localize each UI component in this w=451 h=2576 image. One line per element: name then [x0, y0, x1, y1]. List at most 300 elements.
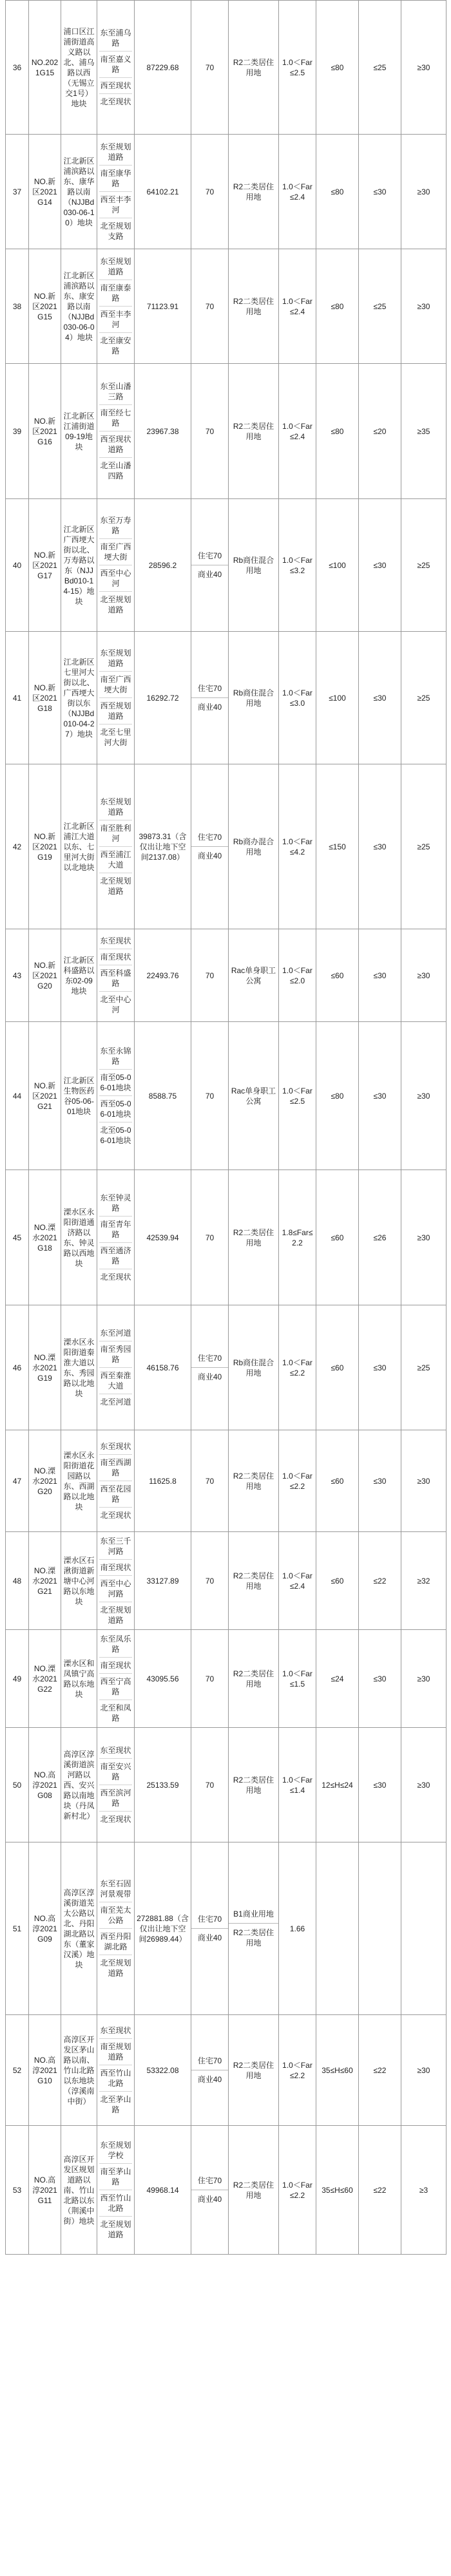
parcel-boundary	[97, 1305, 135, 1430]
land-use: Rac单身职工公寓	[229, 929, 279, 1022]
parcel-location: 江北新区科盛路以东02-09地块	[61, 929, 97, 1022]
use-term: 70	[191, 1430, 229, 1532]
boundary-line: 南至安兴路	[99, 1759, 132, 1785]
plot-ratio: 1.0＜Far≤2.4	[279, 1532, 316, 1630]
boundary-line: 西至现状道路	[99, 431, 132, 458]
parcel-boundary	[97, 929, 135, 1022]
boundary-line: 东至永锦路	[99, 1043, 132, 1070]
parcel-location: 江北新区浦滨路以东、康安路以南（NJJBd030-06-04）地块	[61, 249, 97, 364]
boundary-line: 北至规划道路	[100, 1605, 131, 1625]
use-term-part: 商业40	[191, 1367, 228, 1386]
use-term: 70	[191, 1630, 229, 1728]
parcel-boundary	[97, 632, 135, 764]
land-use: R2二类居住用地	[229, 1728, 279, 1842]
building-density: ≤30	[359, 1022, 401, 1170]
use-term	[191, 2126, 229, 2255]
parcel-boundary	[97, 135, 135, 249]
parcel-location: 江北新区七里河大街以北、广西埂大街以东（NJJBd010-04-27）地块	[61, 632, 97, 764]
building-height: ≤80	[316, 249, 359, 364]
green-rate: ≥30	[401, 1, 446, 135]
boundary-line: 北至山潘四路	[100, 461, 131, 480]
boundary-line: 西至秦淮大道	[99, 1368, 132, 1394]
row-number: 49	[6, 1630, 29, 1728]
building-density: ≤22	[359, 2015, 401, 2126]
parcel-boundary	[97, 249, 135, 364]
building-height: 35≤H≤60	[316, 2126, 359, 2255]
building-height: ≤100	[316, 632, 359, 764]
plot-ratio: 1.0＜Far≤2.5	[279, 1, 316, 135]
boundary-line: 西至中心河	[99, 565, 132, 592]
boundary-line: 东至钟灵路	[99, 1190, 132, 1217]
building-density: ≤30	[359, 499, 401, 632]
building-height: ≤24	[316, 1630, 359, 1728]
parcel-code: NO.新区2021G15	[29, 249, 61, 364]
parcel-area: 64102.21	[135, 135, 191, 249]
boundary-line: 南至秀园路	[99, 1341, 132, 1368]
parcel-area	[135, 764, 191, 929]
plot-ratio: 1.0＜Far≤2.4	[279, 135, 316, 249]
use-term-part: 商业40	[191, 697, 228, 716]
boundary-line: 西至05-06-01地块	[99, 1096, 132, 1122]
table-row	[6, 1305, 446, 1430]
plot-ratio: 1.0＜Far≤2.2	[279, 1305, 316, 1430]
boundary-line: 南至现状	[99, 949, 132, 965]
building-density: ≤30	[359, 929, 401, 1022]
use-term: 70	[191, 1170, 229, 1305]
table-row	[6, 1842, 446, 2015]
parcel-area: 8588.75	[135, 1022, 191, 1170]
land-use-part: R2二类居住用地	[229, 1923, 278, 1952]
use-term	[191, 2015, 229, 2126]
table-row	[6, 1532, 446, 1630]
use-term-part: 住宅70	[197, 1354, 222, 1363]
building-density: ≤30	[359, 1630, 401, 1728]
land-use: R2二类居住用地	[229, 249, 279, 364]
row-number: 50	[6, 1728, 29, 1842]
green-rate: ≥25	[401, 1305, 446, 1430]
parcel-boundary	[97, 1630, 135, 1728]
boundary-line: 东至现状	[99, 1743, 132, 1759]
building-height: ≤60	[316, 1430, 359, 1532]
building-height: 12≤H≤24	[316, 1728, 359, 1842]
parcel-code: NO.2021G15	[29, 1, 61, 135]
use-term-part: 住宅70	[197, 2056, 222, 2065]
use-term: 70	[191, 1022, 229, 1170]
use-term: 70	[191, 249, 229, 364]
boundary-line: 西至丰李河	[99, 307, 132, 333]
boundary-line: 南至嘉义路	[99, 52, 132, 78]
green-rate: ≥30	[401, 1430, 446, 1532]
boundary-line: 西至浦江大道	[99, 847, 132, 873]
row-number: 47	[6, 1430, 29, 1532]
boundary-line: 北至现状	[100, 97, 131, 106]
boundary-line: 北至规划道路	[100, 876, 131, 896]
row-number: 45	[6, 1170, 29, 1305]
parcel-location: 溧水区永阳街道花园路以东、西湖路以北地块	[61, 1430, 97, 1532]
plot-ratio: 1.0＜Far≤1.5	[279, 1630, 316, 1728]
boundary-line: 南至胜利河	[99, 820, 132, 847]
parcel-boundary	[97, 364, 135, 499]
parcel-location: 江北新区浦江大道以东、七里河大街以北地块	[61, 764, 97, 929]
green-rate: ≥30	[401, 929, 446, 1022]
boundary-line: 西至丰李河	[99, 192, 132, 218]
building-height: 35≤H≤60	[316, 2015, 359, 2126]
parcel-location: 高淳区淳溪街道芜太公路以北、丹阳湖北路以东（董家汉溪）地块	[61, 1842, 97, 2015]
building-height: ≤60	[316, 1305, 359, 1430]
building-density: ≤30	[359, 1305, 401, 1430]
boundary-line: 东至万寿路	[99, 513, 132, 539]
building-height: ≤150	[316, 764, 359, 929]
table-row	[6, 1430, 446, 1532]
parcel-boundary	[97, 764, 135, 929]
boundary-line: 东至规划学校	[99, 2137, 132, 2164]
parcel-location: 江北新区生物医药谷05-06-01地块	[61, 1022, 97, 1170]
green-rate: ≥30	[401, 135, 446, 249]
boundary-line: 东至现状	[99, 2023, 132, 2039]
parcel-area: 49968.14	[135, 2126, 191, 2255]
parcel-code: NO.高淳2021G08	[29, 1728, 61, 1842]
use-term-part: 住宅70	[197, 1915, 222, 1924]
use-term-part: 商业40	[191, 565, 228, 583]
parcel-location: 高淳区开发区规划道路以南、竹山北路以东（荆溪中街）地块	[61, 2126, 97, 2255]
boundary-line: 南至现状	[99, 1560, 132, 1576]
boundary-line: 南至广西埂大街	[99, 539, 132, 565]
parcel-area-part: 39873.31（含仅出让地下空间2137.08）	[139, 831, 187, 862]
land-use: R2二类居住用地	[229, 135, 279, 249]
land-use-part: B1商业用地	[233, 1909, 274, 1918]
boundary-line: 西至滨河路	[99, 1785, 132, 1812]
table-row	[6, 1170, 446, 1305]
use-term-part: 住宅70	[197, 833, 222, 842]
green-rate: ≥30	[401, 2015, 446, 2126]
plot-ratio: 1.0＜Far≤2.4	[279, 249, 316, 364]
land-use: R2二类居住用地	[229, 2126, 279, 2255]
boundary-line: 北至河道	[100, 1397, 131, 1406]
parcel-code: NO.溧水2021G22	[29, 1630, 61, 1728]
land-use: Rb商办混合用地	[229, 764, 279, 929]
green-rate: ≥25	[401, 764, 446, 929]
plot-ratio: 1.0＜Far≤2.0	[279, 929, 316, 1022]
parcel-code: NO.溧水2021G19	[29, 1305, 61, 1430]
parcel-code: NO.高淳2021G09	[29, 1842, 61, 2015]
row-number: 52	[6, 2015, 29, 2126]
boundary-line: 北至中心河	[100, 995, 131, 1014]
use-term: 70	[191, 135, 229, 249]
land-use: R2二类居住用地	[229, 364, 279, 499]
row-number: 51	[6, 1842, 29, 2015]
building-density: ≤30	[359, 764, 401, 929]
use-term: 70	[191, 1728, 229, 1842]
parcel-code: NO.新区2021G16	[29, 364, 61, 499]
boundary-line: 东至现状	[99, 1439, 132, 1455]
parcel-boundary	[97, 1022, 135, 1170]
parcel-area	[135, 1842, 191, 2015]
boundary-line: 北至规划道路	[100, 1958, 131, 1978]
boundary-line: 南至现状	[99, 1658, 132, 1674]
row-number: 37	[6, 135, 29, 249]
boundary-line: 东至三千河路	[99, 1533, 132, 1560]
building-density: ≤30	[359, 632, 401, 764]
boundary-line: 北至规划道路	[100, 595, 131, 614]
boundary-line: 北至现状	[100, 1511, 131, 1520]
parcel-area: 42539.94	[135, 1170, 191, 1305]
use-term: 70	[191, 1, 229, 135]
land-parcel-table	[5, 0, 446, 2255]
boundary-line: 北至和凤路	[100, 1703, 131, 1723]
table-row	[6, 135, 446, 249]
use-term: 70	[191, 364, 229, 499]
building-height	[316, 1842, 359, 2015]
boundary-line: 南至青年路	[99, 1217, 132, 1243]
building-density: ≤30	[359, 1430, 401, 1532]
building-height: ≤80	[316, 364, 359, 499]
parcel-code: NO.新区2021G17	[29, 499, 61, 632]
parcel-boundary	[97, 1532, 135, 1630]
use-term-part: 商业40	[191, 2070, 228, 2088]
boundary-line: 东至凤乐路	[99, 1631, 132, 1658]
boundary-line: 南至05-06-01地块	[99, 1070, 132, 1096]
boundary-line: 西至规划道路	[99, 698, 132, 724]
row-number: 46	[6, 1305, 29, 1430]
boundary-line: 北至规划道路	[100, 2220, 131, 2239]
row-number: 44	[6, 1022, 29, 1170]
parcel-location: 江北新区江浦街道09-19地块	[61, 364, 97, 499]
table-body	[6, 1, 446, 2255]
use-term	[191, 1842, 229, 2015]
parcel-boundary	[97, 1, 135, 135]
land-use: Rb商住混合用地	[229, 1305, 279, 1430]
use-term-part: 住宅70	[197, 2176, 222, 2185]
boundary-line: 南至广西埂大街	[99, 672, 132, 698]
plot-ratio: 1.0＜Far≤1.4	[279, 1728, 316, 1842]
green-rate: ≥30	[401, 1022, 446, 1170]
boundary-line: 北至康安路	[100, 336, 131, 355]
parcel-code: NO.溧水2021G18	[29, 1170, 61, 1305]
building-density	[359, 1842, 401, 2015]
row-number: 53	[6, 2126, 29, 2255]
building-density: ≤22	[359, 1532, 401, 1630]
parcel-area: 23967.38	[135, 364, 191, 499]
parcel-code: NO.新区2021G19	[29, 764, 61, 929]
boundary-line: 西至竹山北路	[99, 2065, 132, 2092]
building-height: ≤80	[316, 1022, 359, 1170]
land-use: R2二类居住用地	[229, 1430, 279, 1532]
plot-ratio: 1.66	[279, 1842, 316, 2015]
building-density: ≤30	[359, 135, 401, 249]
parcel-boundary	[97, 1430, 135, 1532]
green-rate: ≥32	[401, 1532, 446, 1630]
parcel-area: 11625.8	[135, 1430, 191, 1532]
land-use: R2二类居住用地	[229, 1532, 279, 1630]
boundary-line: 东至石固河景观带	[99, 1876, 132, 1902]
parcel-code: NO.新区2021G18	[29, 632, 61, 764]
plot-ratio: 1.8≤Far≤2.2	[279, 1170, 316, 1305]
building-height: ≤100	[316, 499, 359, 632]
boundary-line: 东至浦乌路	[99, 25, 132, 52]
row-number: 43	[6, 929, 29, 1022]
boundary-line: 西至丹阳湖北路	[99, 1929, 132, 1955]
parcel-location: 浦口区江浦街道高义路以北、浦乌路以西（无锡立交1号）地块	[61, 1, 97, 135]
building-height: ≤80	[316, 135, 359, 249]
green-rate: ≥25	[401, 632, 446, 764]
plot-ratio: 1.0＜Far≤2.2	[279, 2015, 316, 2126]
parcel-location: 溧水区永阳街道通济路以东、钟灵路以西地块	[61, 1170, 97, 1305]
parcel-location: 高淳区淳溪街道滨河路以西、安兴路以南地块（丹凤新村北）	[61, 1728, 97, 1842]
plot-ratio: 1.0＜Far≤2.4	[279, 364, 316, 499]
plot-ratio: 1.0＜Far≤3.0	[279, 632, 316, 764]
green-rate: ≥3	[401, 2126, 446, 2255]
boundary-line: 东至规划道路	[99, 794, 132, 820]
boundary-line: 南至茅山路	[99, 2164, 132, 2190]
parcel-area: 25133.59	[135, 1728, 191, 1842]
land-use: R2二类居住用地	[229, 1, 279, 135]
boundary-line: 西至中心河路	[99, 1576, 132, 1602]
row-number: 39	[6, 364, 29, 499]
boundary-line: 东至规划道路	[99, 139, 132, 166]
land-use	[229, 1842, 279, 2015]
row-number: 48	[6, 1532, 29, 1630]
boundary-line: 东至现状	[99, 933, 132, 949]
use-term-part: 住宅70	[197, 684, 222, 693]
parcel-code: NO.新区2021G21	[29, 1022, 61, 1170]
green-rate: ≥30	[401, 249, 446, 364]
parcel-area-part: 272881.88（含仅出让地下空间26989.44）	[137, 1913, 189, 1944]
table-row	[6, 2015, 446, 2126]
parcel-area: 16292.72	[135, 632, 191, 764]
boundary-line: 北至现状	[100, 1273, 131, 1282]
parcel-area: 87229.68	[135, 1, 191, 135]
use-term	[191, 632, 229, 764]
parcel-location: 溧水区和凤镇宁高路以东地块	[61, 1630, 97, 1728]
table-row	[6, 1, 446, 135]
parcel-boundary	[97, 1842, 135, 2015]
parcel-location: 溧水区石湫街道新塘中心河路以东地块	[61, 1532, 97, 1630]
parcel-boundary	[97, 1170, 135, 1305]
parcel-area: 22493.76	[135, 929, 191, 1022]
building-density: ≤25	[359, 1, 401, 135]
use-term: 70	[191, 1532, 229, 1630]
green-rate	[401, 1842, 446, 2015]
green-rate: ≥25	[401, 499, 446, 632]
land-use: Rac单身职工公寓	[229, 1022, 279, 1170]
use-term-part: 商业40	[191, 846, 228, 865]
use-term: 70	[191, 929, 229, 1022]
building-density: ≤22	[359, 2126, 401, 2255]
table-row	[6, 499, 446, 632]
boundary-line: 西至现状	[99, 78, 132, 94]
table-row	[6, 929, 446, 1022]
parcel-boundary	[97, 2126, 135, 2255]
parcel-location: 溧水区永阳街道秦淮大道以东、秀园路以北地块	[61, 1305, 97, 1430]
row-number: 36	[6, 1, 29, 135]
row-number: 41	[6, 632, 29, 764]
use-term-part: 住宅70	[197, 551, 222, 560]
boundary-line: 西至宁高路	[99, 1674, 132, 1700]
parcel-area: 53322.08	[135, 2015, 191, 2126]
boundary-line: 南至芜太公路	[99, 1902, 132, 1929]
boundary-line: 东至河道	[99, 1325, 132, 1341]
building-height: ≤60	[316, 1532, 359, 1630]
boundary-line: 东至山潘三路	[99, 379, 132, 405]
land-use: Rb商住混合用地	[229, 499, 279, 632]
parcel-area: 28596.2	[135, 499, 191, 632]
row-number: 42	[6, 764, 29, 929]
green-rate: ≥30	[401, 1728, 446, 1842]
parcel-code: NO.新区2021G14	[29, 135, 61, 249]
green-rate: ≥35	[401, 364, 446, 499]
table-row	[6, 249, 446, 364]
building-height: ≤60	[316, 1170, 359, 1305]
use-term-part: 商业40	[191, 1928, 228, 1947]
parcel-boundary	[97, 1728, 135, 1842]
parcel-code: NO.新区2021G20	[29, 929, 61, 1022]
boundary-line: 西至花园路	[99, 1481, 132, 1508]
boundary-line: 西至科盛路	[99, 965, 132, 992]
parcel-location: 江北新区浦滨路以东、康华路以南（NJJBd030-06-10）地块	[61, 135, 97, 249]
table-row	[6, 364, 446, 499]
land-use: Rb商住混合用地	[229, 632, 279, 764]
boundary-line: 北至茅山路	[100, 2095, 131, 2114]
plot-ratio: 1.0＜Far≤3.2	[279, 499, 316, 632]
parcel-area: 43095.56	[135, 1630, 191, 1728]
use-term	[191, 1305, 229, 1430]
boundary-line: 南至规划道路	[99, 2039, 132, 2065]
boundary-line: 东至规划道路	[99, 254, 132, 280]
land-use: R2二类居住用地	[229, 1630, 279, 1728]
table-row	[6, 2126, 446, 2255]
parcel-boundary	[97, 499, 135, 632]
building-density: ≤20	[359, 364, 401, 499]
building-density: ≤26	[359, 1170, 401, 1305]
parcel-code: NO.溧水2021G21	[29, 1532, 61, 1630]
boundary-line: 北至现状	[100, 1815, 131, 1824]
building-height: ≤60	[316, 929, 359, 1022]
land-use: R2二类居住用地	[229, 2015, 279, 2126]
parcel-code: NO.溧水2021G20	[29, 1430, 61, 1532]
plot-ratio: 1.0＜Far≤2.2	[279, 2126, 316, 2255]
parcel-location: 江北新区广西埂大街以北、万寿路以东（NJJBd010-14-15）地块	[61, 499, 97, 632]
row-number: 38	[6, 249, 29, 364]
boundary-line: 北至规划支路	[100, 222, 131, 241]
parcel-code: NO.高淳2021G11	[29, 2126, 61, 2255]
table-row	[6, 1630, 446, 1728]
table-row	[6, 764, 446, 929]
use-term-part: 商业40	[191, 2190, 228, 2208]
use-term	[191, 499, 229, 632]
boundary-line: 南至康泰路	[99, 280, 132, 307]
parcel-area: 33127.89	[135, 1532, 191, 1630]
boundary-line: 西至竹山北路	[99, 2190, 132, 2217]
boundary-line: 北至七里河大街	[100, 728, 131, 747]
parcel-area: 71123.91	[135, 249, 191, 364]
parcel-boundary	[97, 2015, 135, 2126]
green-rate: ≥30	[401, 1630, 446, 1728]
row-number: 40	[6, 499, 29, 632]
boundary-line: 南至经七路	[99, 405, 132, 431]
use-term	[191, 764, 229, 929]
green-rate: ≥30	[401, 1170, 446, 1305]
plot-ratio: 1.0＜Far≤2.2	[279, 1430, 316, 1532]
land-use: R2二类居住用地	[229, 1170, 279, 1305]
plot-ratio: 1.0＜Far≤2.5	[279, 1022, 316, 1170]
parcel-location: 高淳区开发区茅山路以南、竹山北路以东地块（淳溪南中街）	[61, 2015, 97, 2126]
building-density: ≤30	[359, 1728, 401, 1842]
boundary-line: 南至康华路	[99, 166, 132, 192]
table-row	[6, 1728, 446, 1842]
table-row	[6, 1022, 446, 1170]
table-row	[6, 632, 446, 764]
boundary-line: 西至通济路	[99, 1243, 132, 1269]
